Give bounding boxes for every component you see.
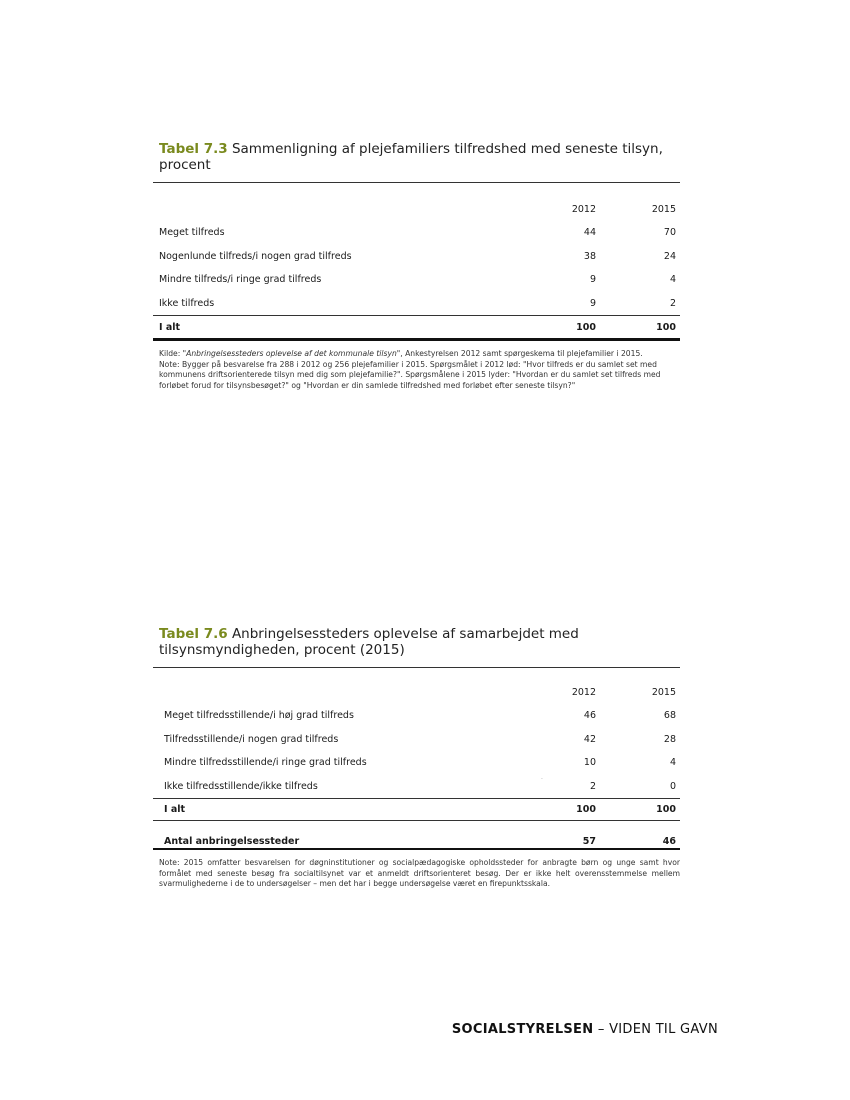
cell-2012: 38 xyxy=(583,250,596,262)
cell-2015: 0 xyxy=(669,780,676,792)
count-row xyxy=(153,821,680,850)
cell-2012: 2 xyxy=(589,780,596,792)
row-label: Ikke tilfreds xyxy=(159,297,215,309)
cell-2015: 70 xyxy=(663,227,676,239)
row-label: I alt xyxy=(153,799,508,821)
cell-2015: 28 xyxy=(663,733,676,745)
cell-2015: 68 xyxy=(663,710,676,722)
brand-tagline: – VIDEN TIL GAVN xyxy=(593,1022,718,1037)
table-caption xyxy=(153,141,680,173)
scan-speck: · xyxy=(541,776,543,783)
table-source-note xyxy=(153,349,680,391)
table-7-6 xyxy=(153,626,680,890)
source-prefix: Kilde: xyxy=(159,349,183,358)
row-label: I alt xyxy=(153,316,508,340)
cell-2012: 9 xyxy=(589,274,596,286)
table-row xyxy=(153,221,680,245)
source-title: "Anbringelsessteders oplevelse af det kommunale tilsyn" xyxy=(182,349,401,358)
table-7-3 xyxy=(153,141,680,391)
table-row xyxy=(153,728,680,752)
col-header-2012: 2012 xyxy=(571,204,596,215)
source-rest: , Ankestyrelsen 2012 samt spørgeskema til plejefamilier i 2015. xyxy=(400,349,643,358)
col-header-2012: 2012 xyxy=(571,687,596,698)
cell-2015: 46 xyxy=(596,821,680,850)
table-row xyxy=(153,775,680,799)
row-label: Meget tilfredsstillende/i høj grad tilfreds xyxy=(164,710,354,722)
cell-2015: 4 xyxy=(669,274,676,286)
cell-2015: 100 xyxy=(596,316,680,340)
col-header-2015: 2015 xyxy=(651,204,676,215)
table-number: Tabel 7.6 xyxy=(159,626,228,642)
cell-2015: 2 xyxy=(669,297,676,309)
row-label: Ikke tilfredsstillende/ikke tilfreds xyxy=(164,780,318,792)
table-note: Note: 2015 omfatter besvarelsen for døgninstitutioner og socialpædagogiske opholdssteder for anbragte børn og unge samt hvor formålet med seneste besøg fra socialtilsynet var et anmeldt driftsorienteret besøg. Der er ikke helt overensstemmelse mellem svarmulighederne i de to undersøgelser – men det har i begge undersøgelse været en firepunktsskala. xyxy=(159,858,680,888)
row-label: Mindre tilfreds/i ringe grad tilfreds xyxy=(159,274,322,286)
table-row xyxy=(153,268,680,292)
total-row xyxy=(153,316,680,340)
cell-2015: 100 xyxy=(596,799,680,821)
cell-2012: 44 xyxy=(583,227,596,239)
data-table xyxy=(153,668,680,850)
cell-2015: 24 xyxy=(663,250,676,262)
cell-2012: 100 xyxy=(508,316,596,340)
cell-2012: 100 xyxy=(508,799,596,821)
table-title: Sammenligning af plejefamiliers tilfredshed med seneste tilsyn, procent xyxy=(159,141,663,173)
row-label: Antal anbringelsessteder xyxy=(153,821,508,850)
table-note: Note: Bygger på besvarelse fra 288 i 2012 og 256 plejefamilier i 2015. Spørgsmålet i 2012 lød: "Hvor tilfreds er du samlet set med kommunens driftsorienterede tilsyn med dig som plejefamilie?". Spørgsmålene i 2015 lyder: "Hvordan er du samlet set tilfreds med forløbet forud for tilsynsbesøget?" og "Hvordan er din samlede tilfredshed med forløbet efter seneste tilsyn?" xyxy=(159,359,661,390)
data-table xyxy=(153,183,680,341)
footer-brand xyxy=(452,1022,718,1037)
row-label: Nogenlunde tilfreds/i nogen grad tilfreds xyxy=(159,250,352,262)
brand-name: SOCIALSTYRELSEN xyxy=(451,1022,594,1037)
total-row xyxy=(153,799,680,821)
cell-2012: 9 xyxy=(589,297,596,309)
header-row xyxy=(153,668,680,704)
table-number: Tabel 7.3 xyxy=(159,141,228,157)
col-header-2015: 2015 xyxy=(651,687,676,698)
table-row xyxy=(153,751,680,775)
cell-2012: 46 xyxy=(583,710,596,722)
table-row xyxy=(153,245,680,269)
row-label: Mindre tilfredsstillende/i ringe grad tilfreds xyxy=(164,757,367,769)
table-row xyxy=(153,292,680,316)
header-row xyxy=(153,183,680,221)
cell-2012: 10 xyxy=(583,757,596,769)
table-row xyxy=(153,704,680,728)
cell-2012: 42 xyxy=(583,733,596,745)
table-caption xyxy=(153,626,680,658)
cell-2015: 4 xyxy=(669,757,676,769)
cell-2012: 57 xyxy=(508,821,596,850)
row-label: Meget tilfreds xyxy=(159,227,225,239)
row-label: Tilfredsstillende/i nogen grad tilfreds xyxy=(164,733,339,745)
table-title: Anbringelsessteders oplevelse af samarbejdet med tilsynsmyndigheden, procent (2015) xyxy=(159,626,579,658)
